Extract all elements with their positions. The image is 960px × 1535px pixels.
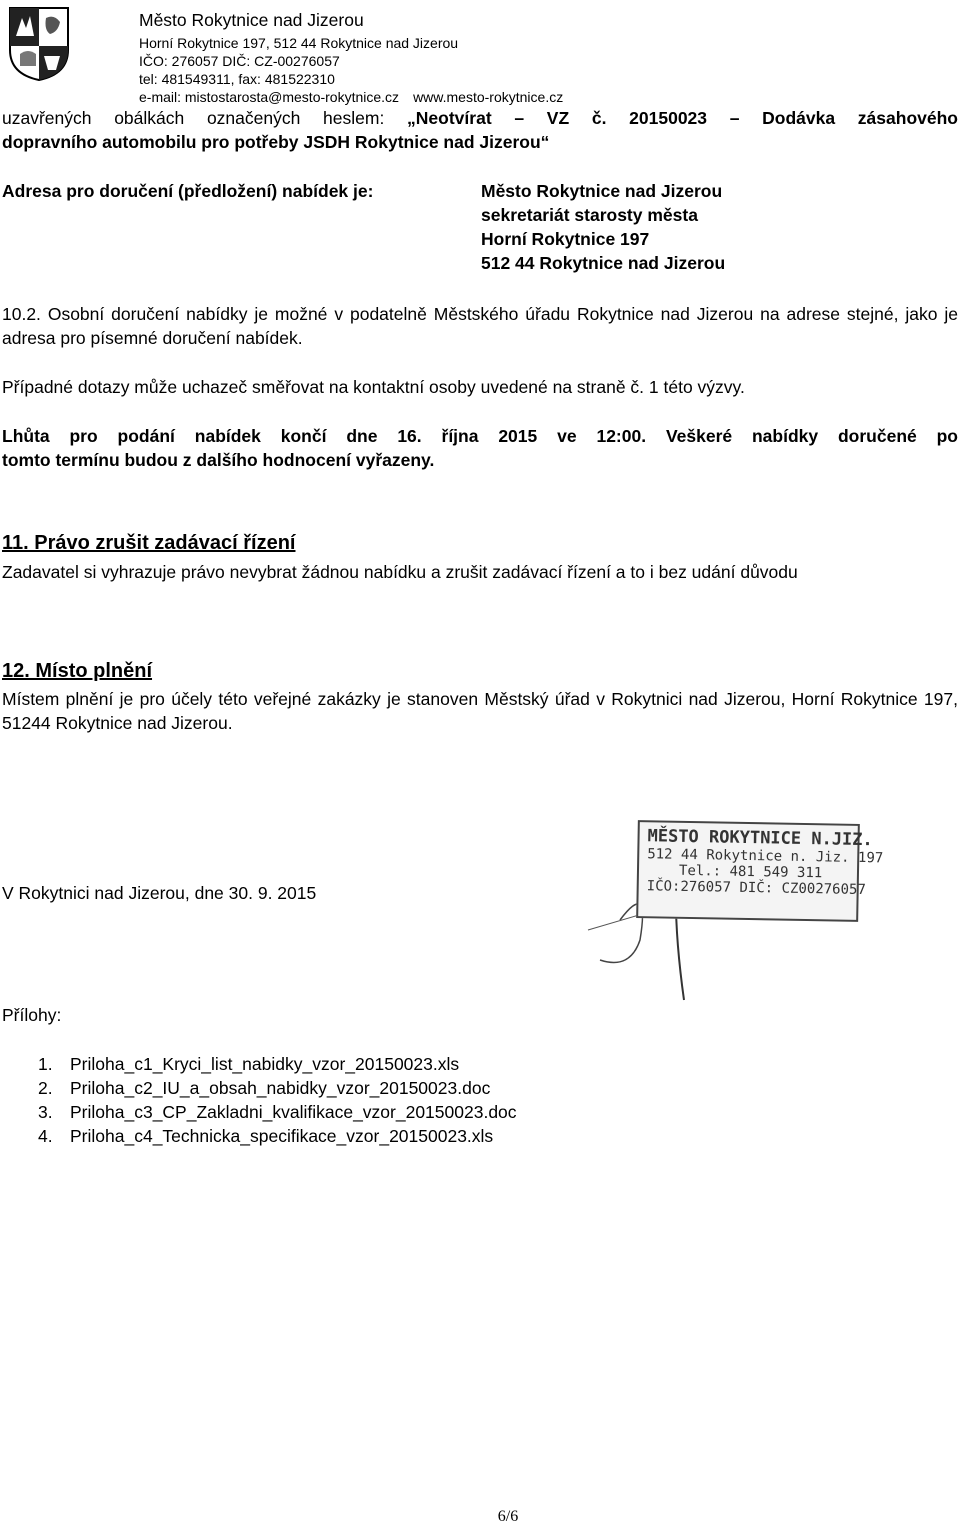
header-address: Horní Rokytnice 197, 512 44 Rokytnice nad Jizerou [139,35,459,51]
attachment-number: 1. [38,1054,53,1074]
header-ids: IČO: 276057 DIČ: CZ-00276057 [139,53,340,69]
delivery-address-line: 512 44 Rokytnice nad Jizerou [481,253,726,273]
delivery-address [481,179,725,275]
header-contact-line [139,88,563,106]
attachments-label: Přílohy: [2,1005,62,1025]
attachment-filename: Priloha_c3_CP_Zakladni_kvalifikace_vzor_20150023.doc [70,1102,517,1122]
header-city-name: Město Rokytnice nad Jizerou [139,10,364,30]
official-stamp [636,820,884,922]
section-11-text: Zadavatel si vyhrazuje právo nevybrat žádnou nabídku a zrušit zadávací řízení a to i bez udání důvodu [2,562,798,582]
header-website[interactable]: www.mesto-rokytnice.cz [413,89,564,105]
delivery-label: Adresa pro doručení (předložení) nabídek je: [2,181,374,201]
attachment-number: 2. [38,1078,53,1098]
date-place: V Rokytnici nad Jizerou, dne 30. 9. 2015 [2,883,317,903]
header-phone: tel: 481549311, fax: 481522310 [139,71,335,87]
attachment-number: 3. [38,1102,53,1122]
envelope-intro: uzavřených obálkách označených heslem: [2,108,385,128]
delivery-address-line: Město Rokytnice nad Jizerou [481,181,723,201]
inquiries-text: Případné dotazy může uchazeč směřovat na kontaktní osoby uvedené na straně č. 1 této výzvy. [2,377,745,397]
stamp-line: MĚSTO ROKYTNICE N.JIZ. [647,826,873,851]
delivery-address-line: sekretariát starosty města [481,205,698,225]
city-crest-logo [8,6,70,82]
attachments-list [38,1052,517,1148]
deadline-line2: tomto termínu budou z dalšího hodnocení vyřazeny. [2,450,435,470]
header-email[interactable]: e-mail: mistostarosta@mesto-rokytnice.cz [139,89,400,105]
attachment-filename: Priloha_c2_IU_a_obsah_nabidky_vzor_20150023.doc [70,1078,491,1098]
envelope-keyword: „Neotvírat – VZ č. 20150023 – Dodávka zásahového [407,108,958,128]
envelope-keyword-line2: dopravního automobilu pro potřeby JSDH Rokytnice nad Jizerou“ [2,132,550,152]
section-12-text: Místem plnění je pro účely této veřejné zakázky je stanoven Městský úřad v Rokytnici nad Jizerou, Horní Rokytnice 197, 51244 Rokytnice nad Jizerou. [2,689,958,733]
stamp-line: 512 44 Rokytnice n. Jiz. 197 [647,846,884,867]
section-10-2-text: 10.2. Osobní doručení nabídky je možné v podatelně Městského úřadu Rokytnice nad Jizerou na adrese stejné, jako je adresa pro písemné doručení nabídek. [2,304,958,348]
attachment-item [38,1124,517,1148]
page-number: 6/6 [497,1508,519,1525]
attachment-filename: Priloha_c4_Technicka_specifikace_vzor_20150023.xls [70,1126,494,1146]
attachment-number: 4. [38,1126,53,1146]
section-12-title: 12. Místo plnění [2,660,153,682]
stamp-line: Tel.: 481 549 311 [678,862,823,882]
attachment-item [38,1100,517,1124]
attachment-item [38,1052,517,1076]
delivery-address-line: Horní Rokytnice 197 [481,229,650,249]
stamp-line: IČO:276057 DIČ: CZ00276057 [646,878,866,899]
attachment-filename: Priloha_c1_Kryci_list_nabidky_vzor_20150023.xls [70,1054,460,1074]
deadline-line1: Lhůta pro podání nabídek končí dne 16. října 2015 ve 12:00. Veškeré nabídky doručené po [2,426,958,446]
envelope-paragraph [2,106,958,130]
section-11-title: 11. Právo zrušit zadávací řízení [2,532,296,554]
attachment-item [38,1076,517,1100]
